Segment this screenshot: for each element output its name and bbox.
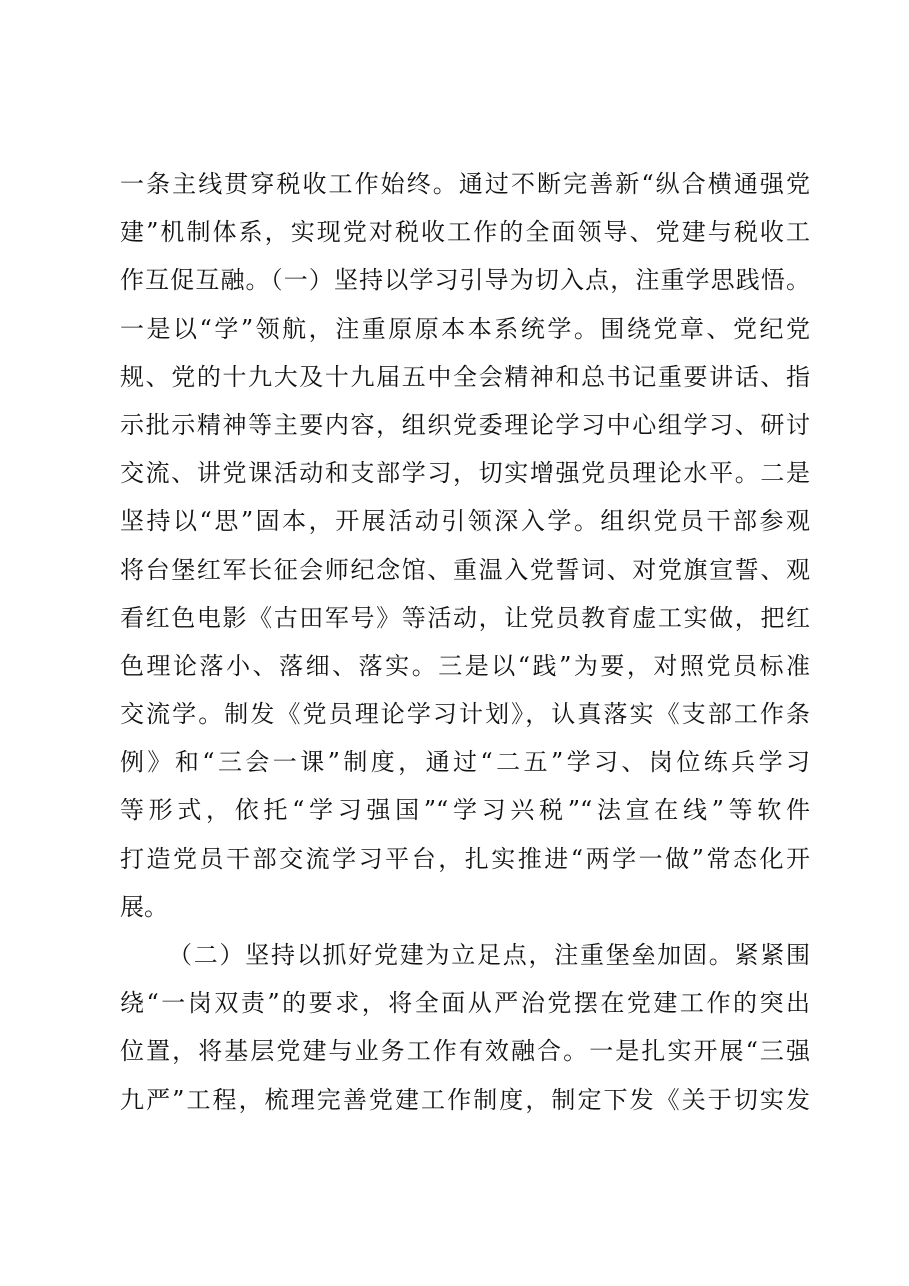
text-line: 规、党的十九大及十九届五中全会精神和总书记重要讲话、指 [120,362,810,391]
body-text [120,160,810,1124]
text-line: 等形式，依托“学习强国”“学习兴税”“法宣在线”等软件 [120,796,810,825]
text-line: 交流、讲党课活动和支部学习，切实增强党员理论水平。二是 [120,459,810,488]
text-line: 例》和“三会一课”制度，通过“二五”学习、岗位练兵学习 [120,748,810,777]
text-line: 作互促互融。（一）坚持以学习引导为切入点，注重学思践悟。 [120,266,810,295]
text-line: 示批示精神等主要内容，组织党委理论学习中心组学习、研讨 [120,410,810,439]
text-line: 将台堡红军长征会师纪念馆、重温入党誓词、对党旗宣誓、观 [120,555,810,584]
text-line: 建”机制体系，实现党对税收工作的全面领导、党建与税收工 [120,218,810,247]
text-line: 打造党员干部交流学习平台，扎实推进“两学一做”常态化开 [120,844,810,873]
text-line: 绕“一岗双责”的要求，将全面从严治党摆在党建工作的突出 [120,989,810,1018]
text-line: 一是以“学”领航，注重原原本本系统学。围绕党章、党纪党 [120,314,810,343]
text-line: 一条主线贯穿税收工作始终。通过不断完善新“纵合横通强党 [120,170,810,198]
text-line-paragraph-start: （二）坚持以抓好党建为立足点，注重堡垒加固。紧紧围 [168,941,810,969]
text-line: 位置，将基层党建与业务工作有效融合。一是扎实开展“三强 [120,1037,810,1066]
text-line: 坚持以“思”固本，开展活动引领深入学。组织党员干部参观 [120,507,810,536]
text-line: 色理论落小、落细、落实。三是以“践”为要，对照党员标准 [120,651,810,680]
text-line: 九严”工程，梳理完善党建工作制度，制定下发《关于切实发 [120,1085,810,1114]
text-line: 展。 [120,892,168,921]
text-line: 看红色电影《古田军号》等活动，让党员教育虚工实做，把红 [120,603,810,632]
text-line: 交流学。制发《党员理论学习计划》，认真落实《支部工作条 [120,700,810,729]
